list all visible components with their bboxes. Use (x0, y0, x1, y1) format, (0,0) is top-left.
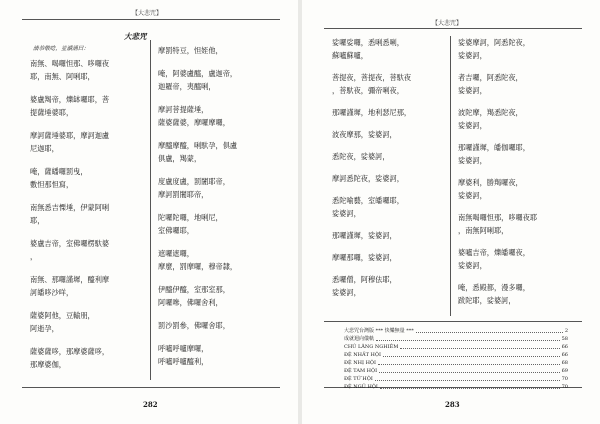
left-col1-verse-line: 訶皤哆沙咩， (30, 288, 74, 297)
toc-entry-title: ĐỆ NGŨ HỘI (344, 384, 378, 390)
toc-entry[interactable] (344, 343, 568, 351)
left-col1-verse-line: 薩婆阿他，豆輸朋， (30, 311, 95, 320)
toc-entry-page: 70 (561, 384, 568, 390)
left-col1-verse-line: 南無、喝囉怛那、哆囉夜 (30, 59, 110, 68)
right-col2-verse (458, 246, 530, 272)
toc-entry-page: 69 (561, 368, 568, 374)
right-col1-verse-line: 摩訶悉陀夜，娑婆訶， (332, 174, 404, 183)
toc-entry-page: 66 (561, 344, 568, 350)
left-col1-verse (30, 57, 109, 83)
right-col2-verse-line: 娑婆訶， (458, 261, 487, 270)
left-col1-verse-line: 南無、那囉謹墀，醯利摩 (30, 275, 110, 284)
right-column-divider (450, 36, 451, 316)
left-col1-verse (30, 345, 109, 371)
right-col1-verse-line: 娑婆訶， (332, 209, 361, 218)
left-col2-verse (158, 247, 237, 273)
right-col2-verse-line: 唵，悉殿都，漫多囉， (458, 283, 530, 292)
right-col1-verse-line: 娑囉娑囉，悉唎悉唎， (332, 38, 404, 47)
toc-entry-page: 2 (564, 328, 568, 334)
left-col2-verse (158, 319, 230, 332)
left-col1-verse-line: 耶， (30, 216, 45, 225)
right-col2-verse-line: 那囉謹墀，皤伽囉耶， (458, 143, 530, 152)
left-col2-verse (158, 44, 223, 57)
left-col1-verse-line: 數怛那怛寫， (30, 180, 74, 189)
toc-entry[interactable] (344, 359, 568, 367)
right-col1-verse (332, 273, 397, 299)
toc-entry-title: ĐỆ NHẤT HỘI (344, 352, 381, 358)
left-col2-verse-line: 摩麼，罰摩囉，穆帝隸， (158, 262, 238, 271)
left-col2-verse-line: 室佛囉耶， (158, 226, 194, 235)
left-col1-verse-line: 南無悉吉慄埵，伊蒙阿唎 (30, 203, 110, 212)
right-col1-verse-line: 那囉謹墀，地利瑟尼那， (332, 108, 412, 117)
left-col2-verse-line: 伊醯伊醯，室那室那， (158, 285, 230, 294)
left-col1-verse (30, 93, 109, 119)
left-col1-verse (30, 165, 88, 191)
toc-entry-page: 70 (561, 376, 568, 382)
left-col1-verse (30, 129, 109, 155)
toc-dot-leader (376, 335, 560, 341)
left-col2-verse-line: 度盧度盧，罰闍耶帝， (158, 177, 230, 186)
right-col1-verse-line: 波夜摩那，娑婆訶， (332, 130, 397, 139)
right-col2-verse-line: ，南無阿唎耶， (458, 226, 509, 235)
left-col1-verse-line: 唵，薩皤囉罰曳， (30, 167, 88, 176)
left-col2-verse (158, 139, 237, 165)
right-col1-verse-line: 悉陀夜，娑婆訶， (332, 152, 390, 161)
right-col2-verse (458, 176, 523, 202)
toc-entry-title: 成就迴向儀軌 (344, 336, 375, 342)
right-col1-verse (332, 150, 390, 163)
right-col2-verse-line: 娑婆摩訶，阿悉陀夜， (458, 38, 530, 47)
right-col2-verse-line: 南無喝囉怛那，哆囉夜耶 (458, 213, 538, 222)
left-col2-verse (158, 67, 237, 93)
left-footer-rule (22, 387, 280, 388)
toc-dot-leader (379, 367, 560, 373)
left-col1-verse (30, 309, 95, 335)
left-note: 請恭敬唸，並讀誦曰： (33, 46, 89, 52)
right-col1-verse (332, 172, 404, 185)
right-col1-verse (332, 128, 397, 141)
right-col1-verse (332, 251, 397, 264)
left-col2-verse-line: 陀囉陀囉，地唎尼， (158, 213, 223, 222)
toc-entry-title: 大悲咒台灣版 *** 快樂無量 *** (344, 328, 414, 334)
right-col2-verse-line: 娑婆訶， (458, 51, 487, 60)
right-col2-verse-line: 娑婆訶， (458, 156, 487, 165)
right-running-header: 【大悲咒】 (432, 20, 463, 27)
right-col2-verse-line: 者吉囉，阿悉陀夜， (458, 73, 523, 82)
toc-entry-title: ĐỆ TAM HỘI (344, 368, 378, 374)
right-col2-verse (458, 106, 523, 132)
toc-dot-leader (400, 343, 559, 349)
right-col1-verse-line: 娑婆訶， (332, 288, 361, 297)
toc-entry-title: ĐỆ NHỊ HỘI (344, 360, 377, 366)
left-col1-verse-line: 尼迦耶， (30, 144, 59, 153)
left-col1-verse (30, 237, 109, 263)
toc-entry-title: ĐỆ TỨ HỘI (344, 376, 373, 382)
left-col2-verse (158, 103, 230, 129)
left-col2-verse-line: 摩罰特豆，怛姪他， (158, 46, 223, 55)
left-col1-verse-line: 婆盧吉帝，室佛囉楞馱婆 (30, 239, 110, 248)
left-col2-verse-line: 呼嚧呼嚧醯利， (158, 357, 209, 366)
left-col2-verse-line: 遮囉遮囉， (158, 249, 194, 258)
left-col2-verse-line: 薩婆薩婆，摩囉摩囉， (158, 118, 230, 127)
right-col2-verse-line: 跋陀耶，娑婆訶， (458, 296, 516, 305)
left-col2-verse (158, 175, 230, 201)
left-col1-verse-line: ， (30, 252, 38, 261)
left-col2-verse-line: 呼嚧呼嚧摩囉， (158, 344, 209, 353)
left-col1-verse-line: 那摩婆伽， (30, 360, 66, 369)
right-col1-verse-line: ，菩馱夜，彌帝唎夜， (332, 86, 404, 95)
toc-dot-leader (380, 383, 560, 389)
right-col2-verse (458, 36, 530, 62)
left-col2-verse-line: 唵，阿婆盧醯，盧迦帝， (158, 69, 238, 78)
toc-entry[interactable] (344, 327, 568, 335)
left-col2-verse (158, 283, 230, 309)
left-col2-verse (158, 342, 208, 368)
left-col1-verse-line: 耶，南無、阿唎耶， (30, 72, 95, 81)
toc-entry[interactable] (344, 375, 568, 383)
toc-dot-leader (416, 327, 563, 333)
left-col1-verse-line: 薩婆薩哆，那摩婆薩哆， (30, 347, 110, 356)
toc-dot-leader (378, 359, 560, 365)
left-col2-verse-line: 阿囉嘇，佛囉舍利， (158, 298, 223, 307)
left-col1-verse (30, 273, 109, 299)
right-col1-verse-line: 菩提夜，菩提夜，菩馱夜 (332, 73, 412, 82)
left-column-divider (150, 40, 151, 380)
right-col2-verse (458, 141, 530, 167)
left-header-rule (22, 19, 280, 20)
toc-entry-title: CHÚ LĂNG NGHIÊM (344, 344, 399, 350)
table-of-contents (344, 327, 568, 391)
left-title: 大悲咒 (124, 32, 147, 41)
right-col1-verse (332, 106, 411, 119)
right-col1-verse (332, 194, 404, 220)
left-running-header: 【大悲咒】 (132, 10, 163, 17)
left-page (0, 0, 298, 424)
right-col1-verse (332, 229, 397, 242)
toc-entry-page: 58 (561, 336, 568, 342)
right-header-rule (324, 28, 582, 29)
right-col1-verse-line: 悉囉僧，阿穆佉耶， (332, 275, 397, 284)
right-col1-verse (332, 71, 411, 97)
right-col1-verse (332, 36, 404, 62)
left-col1-verse-line: 提薩埵婆耶， (30, 108, 74, 117)
left-col2-verse-line: 罰沙罰參，佛囉舍耶， (158, 321, 230, 330)
right-col1-verse-line: 悉陀喻藝，室皤囉耶， (332, 196, 404, 205)
left-col2-verse-line: 迦羅帝，夷醯唎， (158, 82, 216, 91)
left-col2-verse-line: 摩訶罰闍耶帝， (158, 190, 209, 199)
left-page-number: 282 (143, 400, 158, 409)
toc-dot-leader (383, 351, 560, 357)
toc-entry[interactable] (344, 367, 568, 375)
left-col1-verse-line: 摩訶薩埵婆耶，摩訶迦盧 (30, 131, 110, 140)
right-col2-verse-line: 娑婆訶， (458, 191, 487, 200)
left-col2-verse-line: 摩訶菩提薩埵， (158, 105, 209, 114)
toc-entry[interactable] (344, 351, 568, 359)
left-col2-verse-line: 摩醯摩醯，唎馱孕，俱盧 (158, 141, 238, 150)
toc-entry-page: 66 (561, 352, 568, 358)
right-col2-verse-line: 娑婆訶， (458, 86, 487, 95)
right-col2-verse-line: 摩婆利，勝羯囉夜， (458, 178, 523, 187)
right-col2-verse (458, 71, 523, 97)
right-col2-verse-line: 婆嚧吉帝，爍皤囉夜， (458, 248, 530, 257)
right-col1-verse-line: 摩囉那囉，娑婆訶， (332, 253, 397, 262)
right-page-number: 283 (445, 400, 460, 409)
right-col2-verse-line: 娑婆訶， (458, 121, 487, 130)
toc-entry[interactable] (344, 335, 568, 343)
right-col1-verse-line: 蘇嚧蘇嚧， (332, 51, 368, 60)
toc-entry-page: 68 (561, 360, 568, 366)
right-col2-verse-line: 波陀摩，羯悉陀夜， (458, 108, 523, 117)
right-toc-rule (324, 321, 582, 322)
left-col1-verse-line: 阿逝孕， (30, 324, 59, 333)
right-col2-verse (458, 211, 537, 237)
left-col1-verse-line: 婆盧羯帝，爍缽囉耶，菩 (30, 95, 110, 104)
right-col2-verse (458, 281, 530, 307)
left-col2-verse (158, 211, 223, 237)
toc-dot-leader (375, 375, 560, 381)
left-col1-verse (30, 201, 109, 227)
right-col1-verse-line: 那囉謹墀，娑婆訶， (332, 231, 397, 240)
left-col2-verse-line: 俱盧，羯蒙， (158, 154, 202, 163)
toc-entry[interactable] (344, 383, 568, 391)
